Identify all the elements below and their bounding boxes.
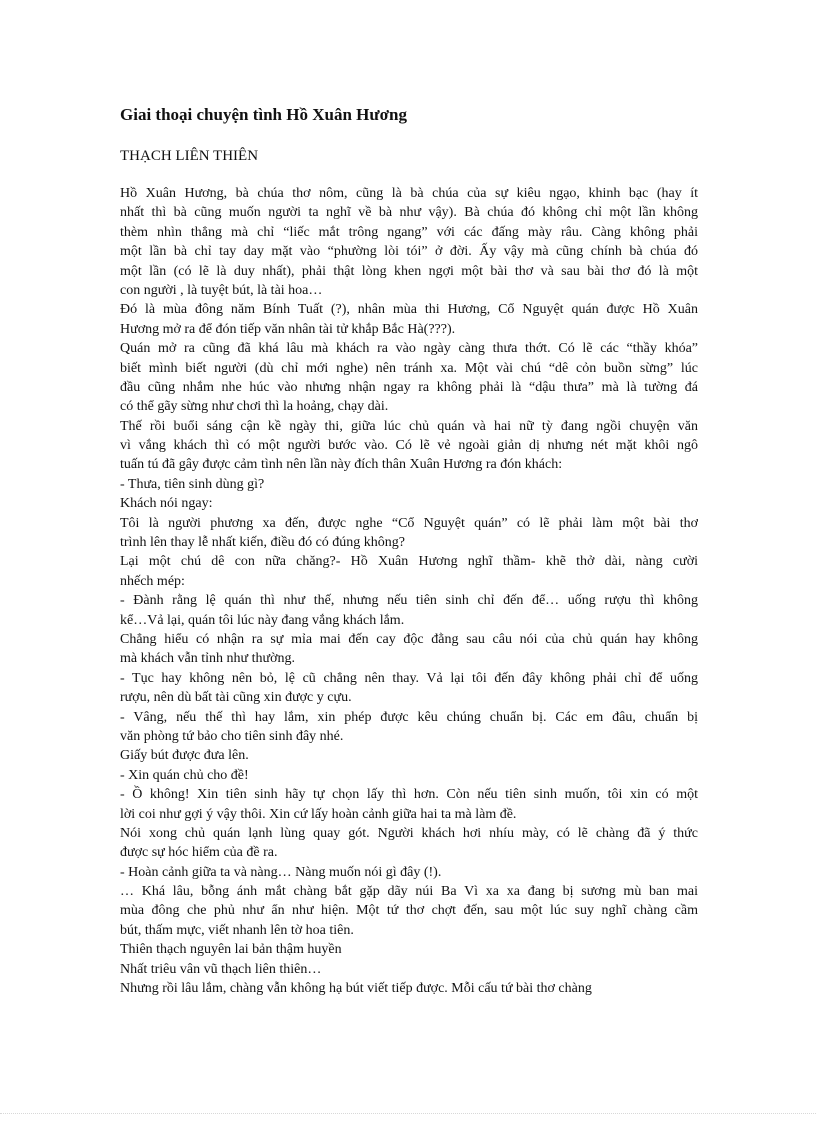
body-text-line: - Đành rằng lệ quán thì như thế, nhưng nếu tiên sinh chỉ đến để… uống rượu thì không (120, 593, 698, 609)
body-text-line: Chẳng hiểu có nhận ra sự mỉa mai đến cay độc đằng sau câu nói của chủ quán hay không (120, 631, 698, 647)
body-text-line: một lần bà chỉ tay day mặt vào “phường lòi tói” ở đời. Ấy vậy mà cũng chính bà chúa đó (120, 244, 698, 260)
body-text-line: văn phòng tứ bảo cho tiên sinh đây nhé. (120, 728, 344, 744)
body-text-line: Hương mở ra để đón tiếp văn nhân tài tử khắp Bắc Hà(???). (120, 321, 456, 337)
body-text-line: - Xin quán chủ cho đề! (120, 767, 249, 783)
body-text-line: Hồ Xuân Hương, bà chúa thơ nôm, cũng là bà chúa của sự kiêu ngạo, khinh bạc (hay ít (120, 186, 698, 201)
body-text-line: có thể gãy sừng như chơi thì la hoảng, chạy dài. (120, 399, 389, 415)
body-text-line: đầu cũng nhắm nhe húc vào nhưng nhận ngay ra không phải là “dậu thưa” mà là tường đá (120, 379, 698, 395)
body-text-line: - Ồ không! Xin tiên sinh hãy tự chọn lấy thì hơn. Còn nếu tiên sinh muốn, tôi xin có một (120, 787, 698, 803)
body-text-line: Nhưng rồi lâu lắm, chàng vẫn không hạ bút viết tiếp được. Mỗi cấu tứ bài thơ chàng (120, 981, 592, 997)
body-text-line: một lần (có lẽ là duy nhất), phải thật lòng khen ngợi một bài thơ và sau bài thơ đó là một (120, 263, 698, 279)
body-text-line: - Vâng, nếu thế thì hay lắm, xin phép được kêu chúng chuẩn bị. Các em đâu, chuẩn bị (120, 709, 698, 725)
body-text-line: Nhất triêu vân vũ thạch liên thiên… (120, 961, 322, 977)
body-text-line: bút, thấm mực, viết nhanh lên tờ hoa tiên. (120, 922, 354, 938)
body-text-line: trình lên thay lễ nhất kiến, điều đó có đúng không? (120, 535, 405, 551)
body-text-line: biết mình biết người (dù chỉ mới nghe) nên tránh xa. Một vài chú “dê cỏn buồn sừng” lúc (120, 360, 698, 376)
body-text-line: … Khá lâu, bỗng ánh mắt chàng bắt gặp dãy núi Ba Vì xa xa đang bị sương mù ban mai (120, 884, 698, 900)
body-text-line: Thiên thạch nguyên lai bản thậm huyền (120, 942, 342, 958)
body-text-line: - Hoàn cảnh giữa ta và nàng… Nàng muốn nói gì đây (!). (120, 864, 442, 880)
body-text-line: Nói xong chủ quán lạnh lùng quay gót. Người khách hơi nhíu mày, có lẽ chàng đã ý thức (120, 825, 698, 841)
page-bottom-divider (0, 1113, 816, 1114)
body-text-line: mà khách vẫn tỉnh như thường. (120, 651, 295, 667)
body-text-line: vì vắng khách thì có một người bước vào. Có lẽ vẻ ngoài giản dị nhưng nét mặt khôi ngô (120, 438, 698, 454)
body-text-line: Khách nói ngay: (120, 496, 213, 512)
body-text-line: lời coi như gợi ý vậy thôi. Xin cứ lấy hoàn cảnh giữa hai ta mà làm đề. (120, 806, 517, 822)
body-text-line: con người , là tuyệt bút, là tài hoa… (120, 282, 323, 298)
body-text-line: nhất thì bà cũng muốn người ta nghĩ về bà như vậy). Bà chúa đó không chỉ một lần không (120, 205, 698, 221)
document-title: Giai thoại chuyện tình Hồ Xuân Hương (120, 105, 407, 124)
body-text-line: kể…Vả lại, quán tôi lúc này đang vắng khách lắm. (120, 612, 405, 628)
body-text-line: Tôi là người phương xa đến, được nghe “Cổ Nguyệt quán” có lẽ phải làm một bài thơ (120, 515, 698, 531)
body-text-line: - Tục hay không nên bỏ, lệ cũ chẳng nên thay. Vả lại tôi đến đây không phải chỉ để uống (120, 670, 698, 686)
body-text-line: nhếch mép: (120, 573, 185, 589)
body-text-line: rượu, nên dù bất tài cũng xin được y cựu. (120, 690, 352, 706)
body-text-line: thèm nhìn thẳng mà chỉ “liếc mắt trông ngang” với các đấng mày râu. Càng không phải (120, 224, 698, 240)
body-text-line: Thế rồi buổi sáng cận kề ngày thi, giữa lúc chủ quán và hai nữ tỳ đang ngồi chuyện văn (120, 418, 698, 434)
body-text-line: Đó là mùa đông năm Bính Tuất (?), nhân mùa thi Hương, Cổ Nguyệt quán được Hồ Xuân (120, 302, 698, 318)
body-text-line: được sự hóc hiểm của đề ra. (120, 845, 278, 861)
body-text-line: Giấy bút được đưa lên. (120, 748, 249, 764)
body-text-line: tuấn tú đã gây được cảm tình nên lần này đích thân Xuân Hương ra đón khách: (120, 457, 563, 473)
body-text-line: - Thưa, tiên sinh dùng gì? (120, 476, 265, 492)
author-byline: THẠCH LIÊN THIÊN (120, 148, 259, 164)
body-text-line: mùa đông che phủ như ẩn như hiện. Một tứ thơ chợt đến, sau một lúc suy nghĩ chàng cầm (120, 903, 698, 919)
document-body (120, 184, 698, 998)
body-text-line: Quán mở ra cũng đã khá lâu mà khách ra vào ngày càng thưa thớt. Có lẽ các “thầy khóa” (120, 341, 698, 357)
body-text-line: Lại một chú dê con nữa chăng?- Hồ Xuân Hương nghĩ thầm- khẽ thở dài, nàng cười (120, 554, 698, 570)
